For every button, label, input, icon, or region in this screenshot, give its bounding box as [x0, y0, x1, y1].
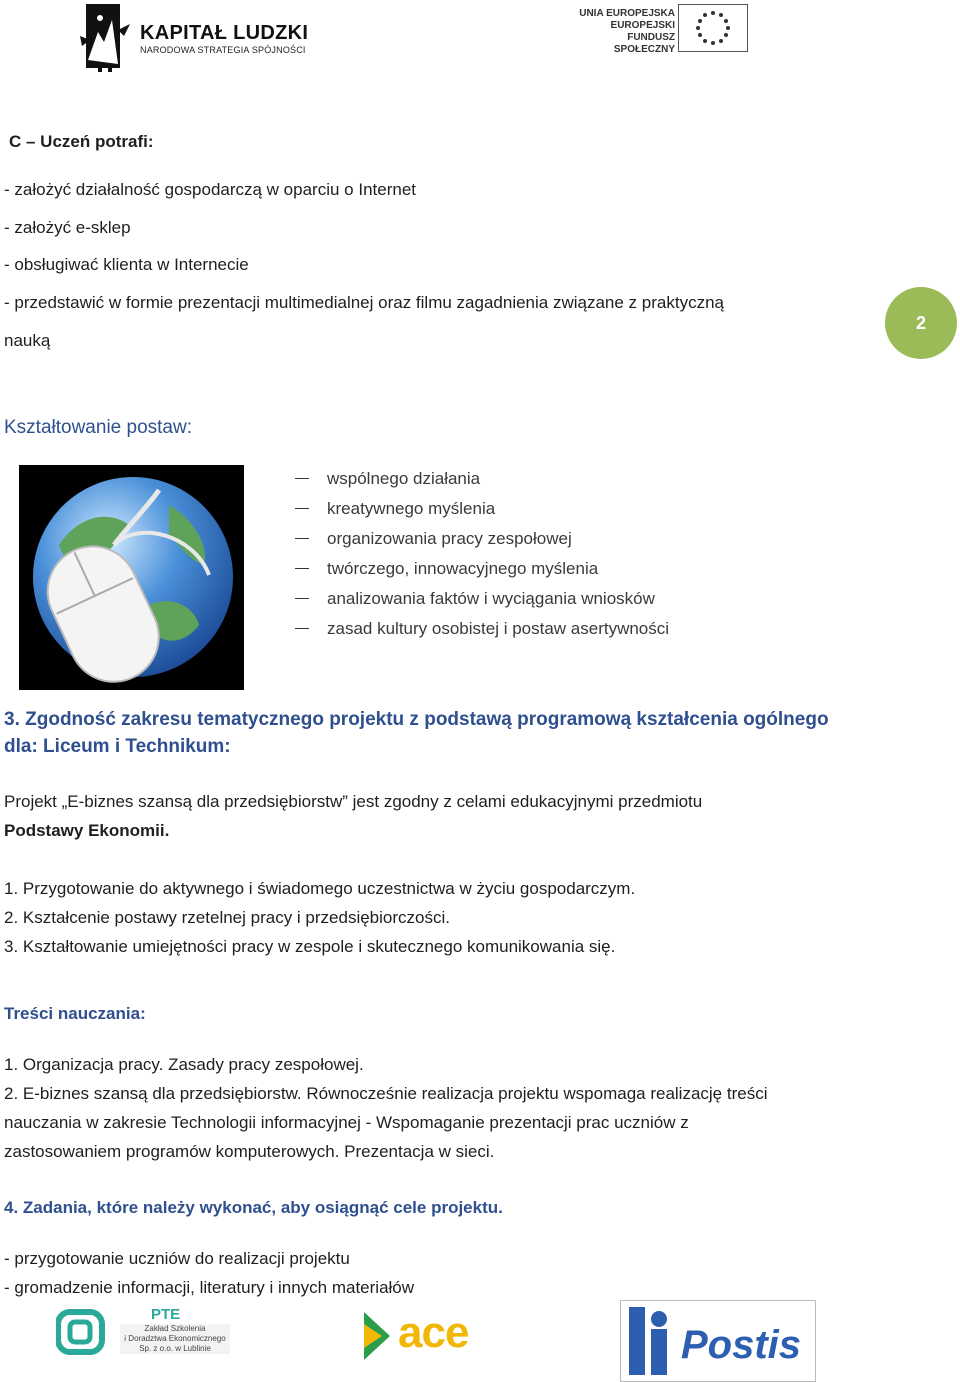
section-c-item: - przedstawić w formie prezentacji multimedialnej oraz filmu zagadnienia związane z praktyczną — [4, 293, 724, 312]
section3-paragraph-line2: Podstawy Ekonomii. — [4, 821, 170, 840]
eu-line-3: FUNDUSZ SPOŁECZNY — [613, 32, 675, 55]
eu-flag-icon — [678, 4, 748, 52]
globe-mouse-image — [19, 465, 244, 690]
section4-heading: 4. Zadania, które należy wykonać, aby osiągnąć cele projektu. — [4, 1198, 503, 1217]
section3-item: 2. Kształcenie postawy rzetelnej pracy i przedsiębiorczości. — [4, 908, 450, 927]
postis-logo — [620, 1300, 816, 1382]
pte-title: PTE — [151, 1306, 181, 1323]
attitude-text: analizowania faktów i wyciągania wniosków — [327, 589, 655, 608]
pte-line: Zakład Szkolenia — [144, 1324, 206, 1333]
kapital-ludzki-subtitle: NARODOWA STRATEGIA SPÓJNOŚCI — [140, 45, 306, 55]
dash-bullet — [295, 628, 309, 629]
attitude-item — [295, 499, 495, 519]
postis-text: Postis — [681, 1323, 802, 1367]
section-c-heading: C – Uczeń potrafi: — [9, 132, 154, 151]
pte-line: i Doradztwa Ekonomicznego — [124, 1334, 226, 1343]
kapital-ludzki-title: KAPITAŁ LUDZKI — [140, 22, 309, 44]
content-line: nauczania w zakresie Technologii informacyjnej - Wspomaganie prezentacji prac uczniów z — [4, 1113, 689, 1132]
eu-line-1: UNIA EUROPEJSKA — [579, 8, 675, 19]
content-heading: Treści nauczania: — [4, 1004, 146, 1023]
attitude-item — [295, 559, 598, 579]
content-line: 2. E-biznes szansą dla przedsiębiorstw. Równocześnie realizacja projektu wspomaga realizację treści — [4, 1084, 768, 1103]
eu-line-2: EUROPEJSKI — [610, 20, 675, 31]
pte-caption — [120, 1324, 230, 1354]
section3-heading-line2: dla: Liceum i Technikum: — [4, 736, 231, 757]
section4-item: - przygotowanie uczniów do realizacji projektu — [4, 1249, 350, 1268]
section3-paragraph-line1: Projekt „E-biznes szansą dla przedsiębiorstw” jest zgodny z celami edukacyjnymi przedmiotu — [4, 792, 703, 811]
attitudes-heading: Kształtowanie postaw: — [4, 417, 192, 438]
pte-line: Sp. z o.o. w Lublinie — [139, 1344, 211, 1353]
dash-bullet — [295, 538, 309, 539]
attitude-text: zasad kultury osobistej i postaw asertywności — [327, 619, 670, 638]
attitude-text: kreatywnego myślenia — [327, 499, 496, 518]
attitude-text: twórczego, innowacyjnego myślenia — [327, 559, 599, 578]
content-line: 1. Organizacja pracy. Zasady pracy zespołowej. — [4, 1055, 364, 1074]
dash-bullet — [295, 508, 309, 509]
ace-text: ace — [398, 1308, 469, 1357]
dash-bullet — [295, 568, 309, 569]
section-c-item: - obsługiwać klienta w Internecie — [4, 255, 249, 274]
section4-item: - gromadzenie informacji, literatury i innych materiałów — [4, 1278, 415, 1297]
pte-logo — [56, 1306, 234, 1358]
attitude-item — [295, 619, 669, 639]
section3-item: 1. Przygotowanie do aktywnego i świadomego uczestnictwa w życiu gospodarczym. — [4, 879, 636, 898]
attitude-item — [295, 529, 572, 549]
eu-fund-label — [570, 8, 675, 56]
content-line: zastosowaniem programów komputerowych. Prezentacja w sieci. — [4, 1142, 495, 1161]
attitude-text: wspólnego działania — [327, 469, 481, 488]
page-number-badge: 2 — [885, 287, 957, 359]
section-c-item: - założyć e-sklep — [4, 218, 131, 237]
dash-bullet — [295, 598, 309, 599]
section3-item: 3. Kształtowanie umiejętności pracy w zespole i skutecznego komunikowania się. — [4, 937, 616, 956]
attitude-item — [295, 469, 480, 489]
section3-heading-line1: 3. Zgodność zakresu tematycznego projektu z podstawą programową kształcenia ogólnego — [4, 709, 829, 730]
section-c-item: nauką — [4, 331, 51, 350]
attitude-item — [295, 589, 655, 609]
dash-bullet — [295, 478, 309, 479]
ace-logo — [360, 1306, 500, 1366]
attitude-text: organizowania pracy zespołowej — [327, 529, 572, 548]
section-c-item: - założyć działalność gospodarczą w oparciu o Internet — [4, 180, 416, 199]
